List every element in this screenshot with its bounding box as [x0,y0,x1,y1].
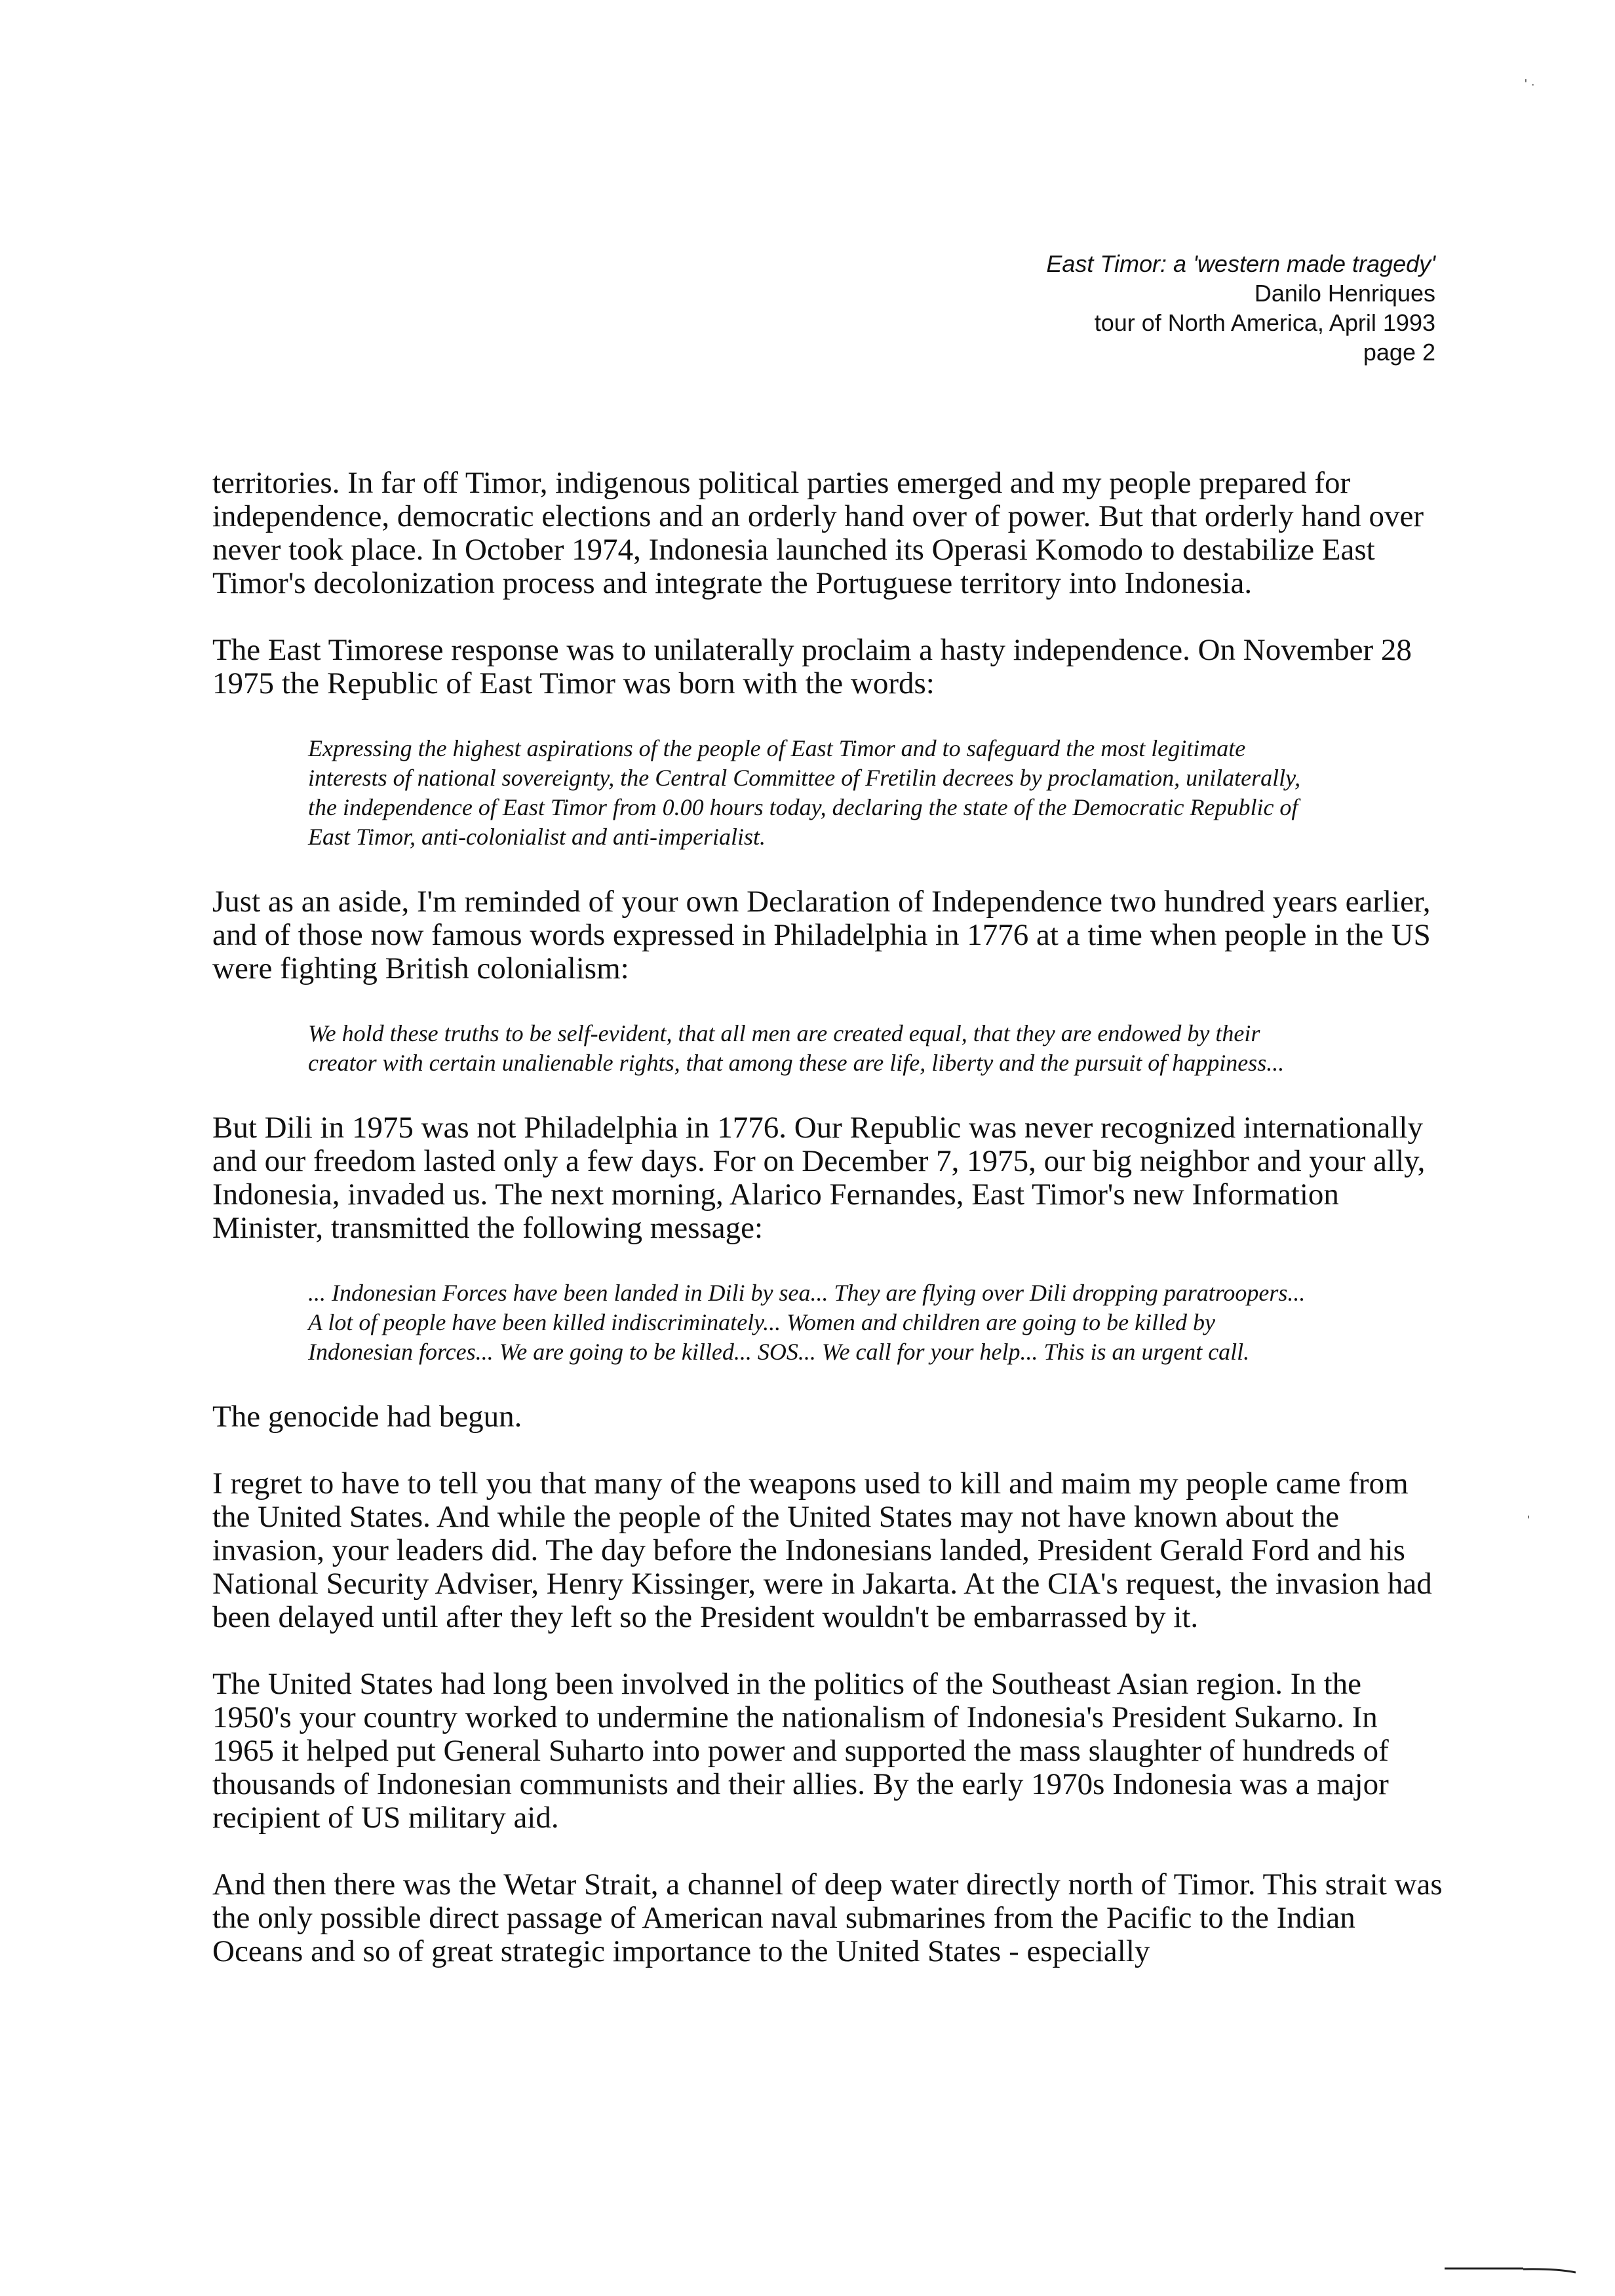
block-quote: ... Indonesian Forces have been landed in Dili by sea... They are flying over Dili dropping paratroopers... A lot of people have been killed indiscriminately... Women and children are going to be killed by Indonesian forces... We are going to be killed... SOS... We call for your help... This is an urgent call. [308,1280,1306,1365]
tour-info: tour of North America, April 1993 [1094,309,1435,336]
page-header [1046,249,1435,367]
block-quote: We hold these truths to be self-evident, that all men are created equal, that they are endowed by their creator with certain unalienable rights, that among these are life, liberty and the pursuit of happiness... [308,1020,1285,1076]
paragraph: The United States had long been involved in the politics of the Southeast Asian region. In the 1950's your country worked to undermine the nationalism of Indonesia's President Sukarno. In 1965 it helped put General Suharto into power and supported the mass slaughter of hundreds of thousands of Indonesian communists and their allies. By the early 1970s Indonesia was a major recipient of US military aid. [212,1667,1389,1835]
paragraph: The genocide had begun. [212,1400,522,1434]
page-number: page 2 [1363,339,1435,366]
scan-edge-mark [1445,2267,1576,2274]
paragraph: territories. In far off Timor, indigenous political parties emerged and my people prepared for independence, democratic elections and an orderly hand over of power. But that orderly hand over never took place. In October 1974, Indonesia launched its Operasi Komodo to destabilize East Timor's decolonization process and integrate the Portuguese territory into Indonesia. [212,466,1424,600]
paragraph: Just as an aside, I'm reminded of your own Declaration of Independence two hundred years earlier, and of those now famous words expressed in Philadelphia in 1776 at a time when people in the US were fighting British colonialism: [212,885,1431,985]
block-quote: Expressing the highest aspirations of the people of East Timor and to safeguard the most legitimate interests of national sovereignty, the Central Committee of Fretilin decrees by proclamation, unilaterally, the independence of East Timor from 0.00 hours today, declaring the state of the Democratic Republic of East Timor, anti-colonialist and anti-imperialist. [308,735,1301,850]
document-body [212,467,1445,2002]
scan-speck: ' · [1525,77,1536,92]
paragraph: The East Timorese response was to unilaterally proclaim a hasty independence. On November 28 1975 the Republic of East Timor was born with the words: [212,633,1412,700]
scan-speck: ' [1527,1514,1530,1528]
paragraph: But Dili in 1975 was not Philadelphia in 1776. Our Republic was never recognized internationally and our freedom lasted only a few days. For on December 7, 1975, our big neighbor and your ally, Indonesia, invaded us. The next morning, Alarico Fernandes, East Timor's new Information Minister, transmitted the following message: [212,1111,1426,1245]
paragraph: I regret to have to tell you that many of the weapons used to kill and maim my people came from the United States. And while the people of the United States may not have known about the invasion, your leaders did. The day before the Indonesians landed, President Gerald Ford and his National Security Adviser, Henry Kissinger, were in Jakarta. At the CIA's request, the invasion had been delayed until after they left so the President wouldn't be embarrassed by it. [212,1466,1432,1634]
document-title: East Timor: a 'western made tragedy' [1046,250,1435,277]
paragraph: And then there was the Wetar Strait, a channel of deep water directly north of Timor. This strait was the only possible direct passage of American naval submarines from the Pacific to the Indian Oceans and so of great strategic importance to the United States - especially [212,1867,1443,1968]
author-name: Danilo Henriques [1254,280,1435,307]
